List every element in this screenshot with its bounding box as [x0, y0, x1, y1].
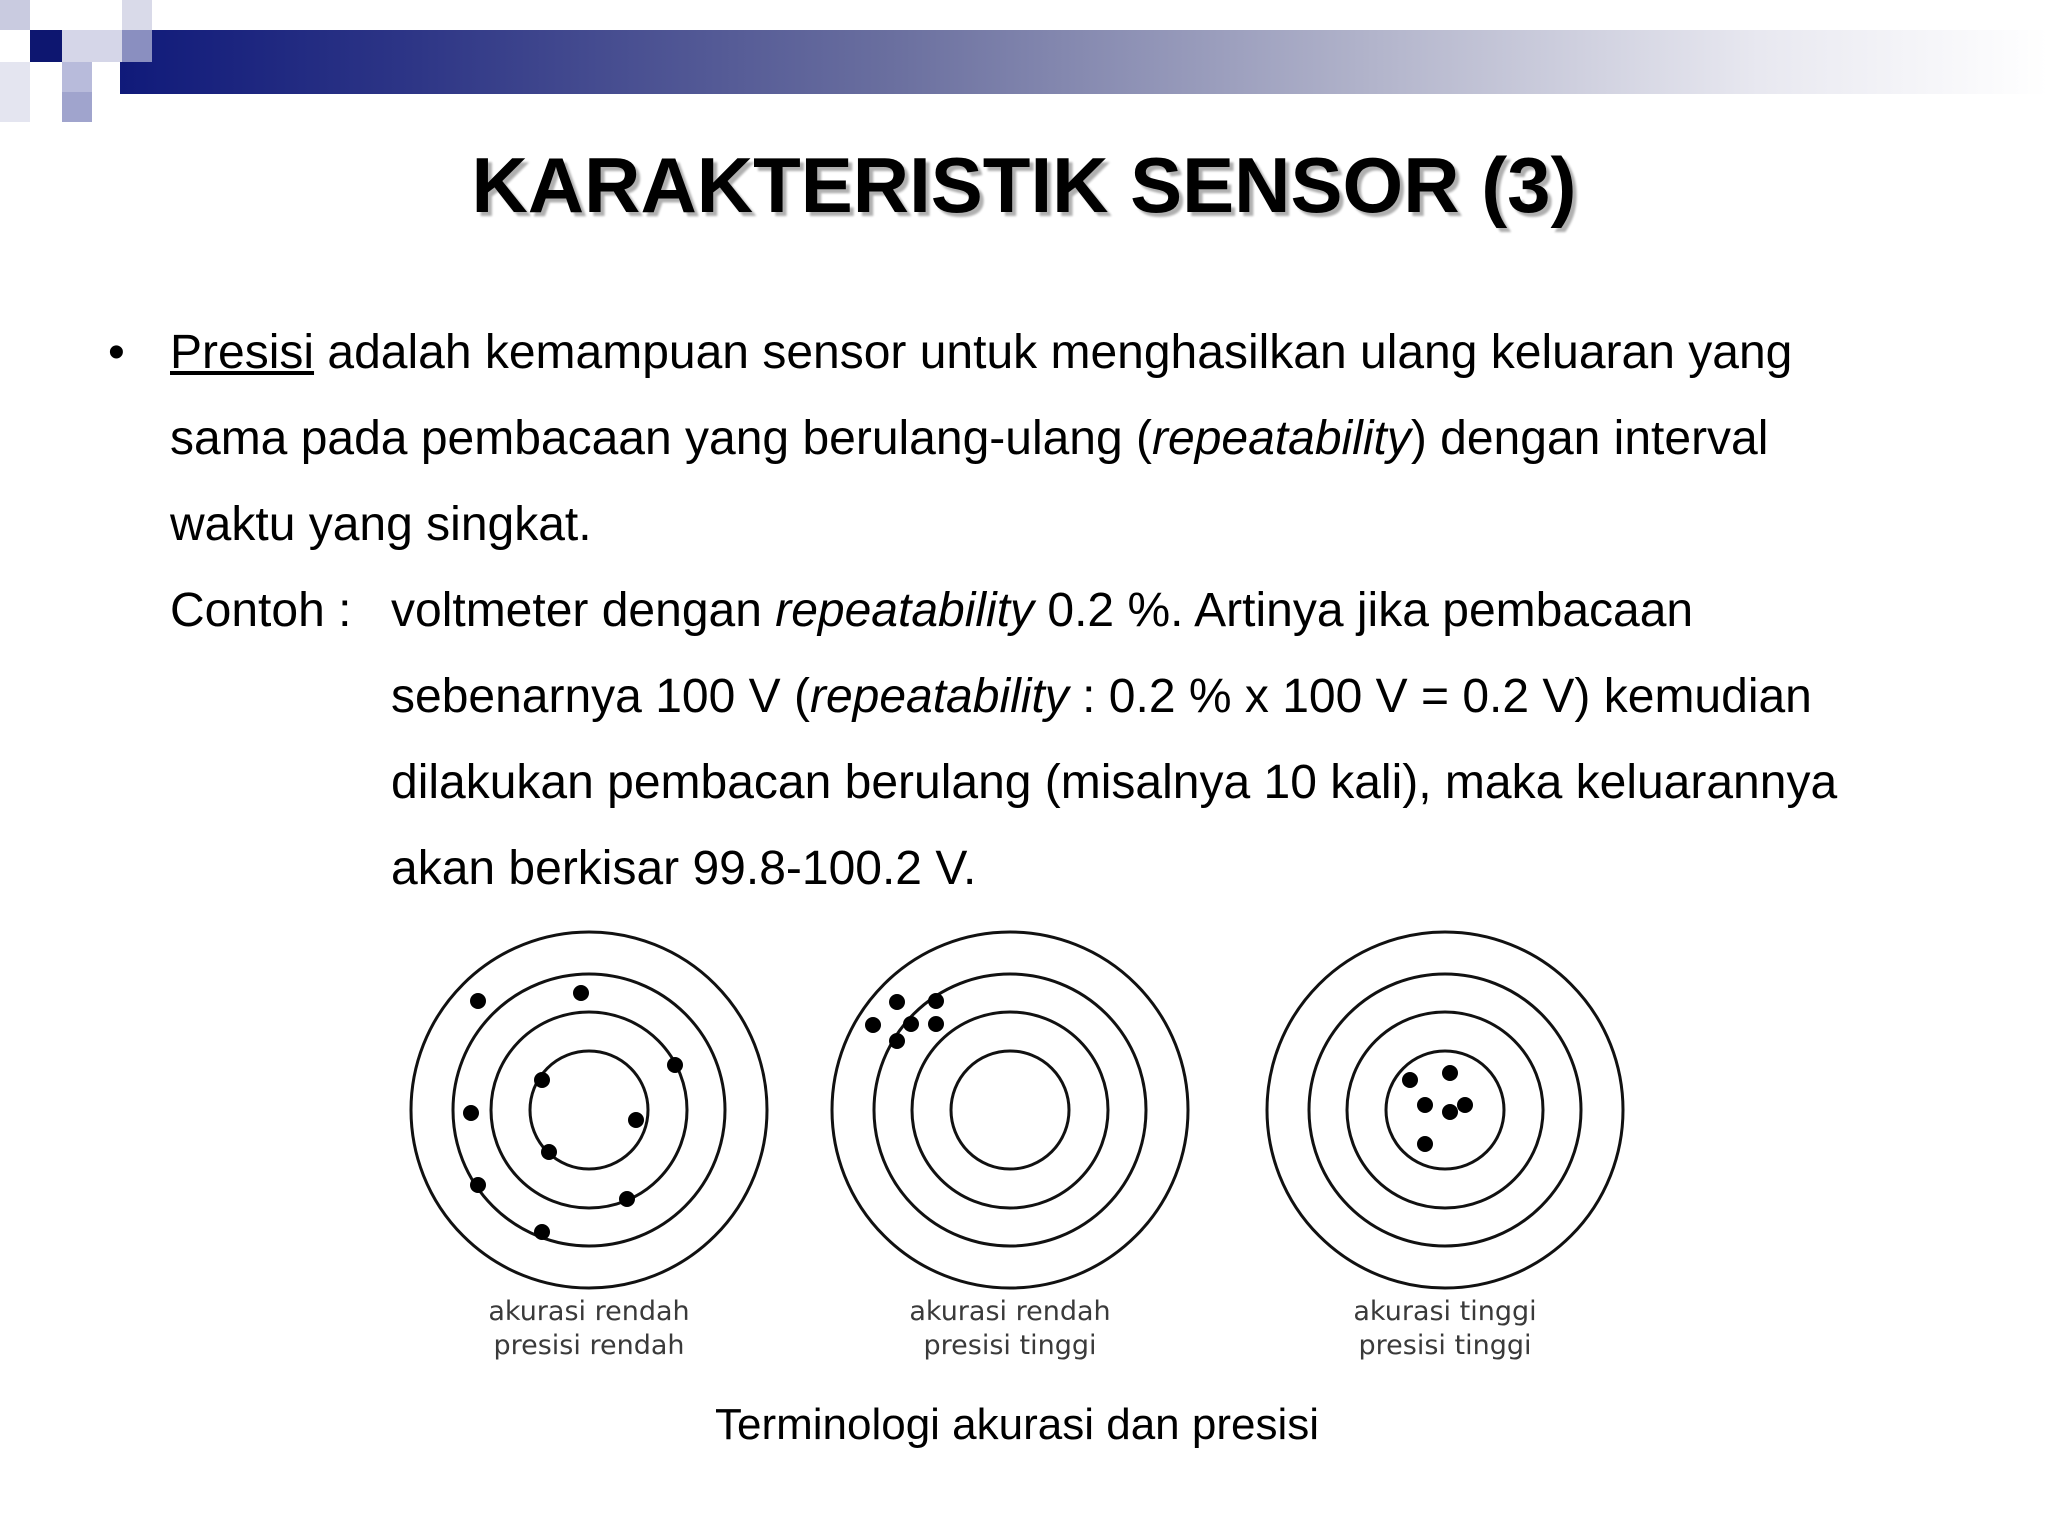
- example-line-2-italic: repeatability: [809, 670, 1069, 723]
- shot-point: [463, 1105, 479, 1121]
- accuracy-precision-figure: [400, 920, 1640, 1370]
- figure-caption: Terminologi akurasi dan presisi: [714, 1400, 1320, 1449]
- deco-square: [30, 30, 62, 62]
- paragraph-line-2-italic: repeatability: [1152, 412, 1411, 465]
- paragraph-line-1-rest: adalah kemampuan sensor untuk menghasilkan ulang keluaran yang: [314, 326, 1793, 379]
- header-gradient-bar: [120, 30, 2048, 94]
- shot-point: [1402, 1072, 1418, 1088]
- paragraph-line-2: [170, 396, 1768, 482]
- shot-point: [928, 1016, 944, 1032]
- shot-point: [889, 1033, 905, 1049]
- slide-title: KARAKTERISTIK SENSOR (3): [471, 141, 1577, 229]
- shot-points: [865, 993, 944, 1049]
- shot-point: [1442, 1065, 1458, 1081]
- target-ring: [912, 1012, 1108, 1208]
- deco-square: [122, 0, 152, 30]
- example-line-2-b: : 0.2 % x 100 V = 0.2 V) kemudian: [1068, 670, 1812, 723]
- example-line-1: [391, 568, 1837, 654]
- shot-point: [534, 1224, 550, 1240]
- shot-point: [534, 1072, 550, 1088]
- target-low-accuracy-high-precision: [832, 932, 1188, 1288]
- paragraph-line-2-b: ) dengan interval: [1410, 412, 1769, 465]
- paragraph-line-2-a: sama pada pembacaan yang berulang-ulang (: [170, 412, 1153, 465]
- shot-point: [865, 1017, 881, 1033]
- example-label: Contoh :: [170, 584, 352, 637]
- example-line-2: [391, 654, 1837, 740]
- target-2-label-line-2: presisi tinggi: [923, 1330, 1097, 1361]
- deco-square: [62, 92, 92, 122]
- target-2-label-line-1: akurasi rendah: [909, 1296, 1111, 1327]
- shot-point: [928, 993, 944, 1009]
- example-line-4: akan berkisar 99.8-100.2 V.: [391, 842, 977, 895]
- term-presisi: Presisi: [170, 326, 315, 379]
- example-body: [391, 568, 1837, 912]
- shot-point: [1442, 1104, 1458, 1120]
- example-line-1-b: 0.2 %. Artinya jika pembacaan: [1034, 584, 1694, 637]
- example-line-1-italic: repeatability: [775, 584, 1035, 637]
- shot-point: [470, 1177, 486, 1193]
- target-1-label-line-1: akurasi rendah: [488, 1296, 690, 1327]
- example-line-2-a: sebenarnya 100 V (: [391, 670, 810, 723]
- example-line-1-a: voltmeter dengan: [391, 584, 776, 637]
- shot-points: [463, 985, 683, 1240]
- shot-point: [573, 985, 589, 1001]
- target-3-label-line-2: presisi tinggi: [1358, 1330, 1532, 1361]
- example-line-3: dilakukan pembacan berulang (misalnya 10 kali), maka keluarannya: [391, 756, 1838, 809]
- target-ring: [951, 1051, 1069, 1169]
- shot-points: [1402, 1065, 1473, 1152]
- shot-point: [628, 1112, 644, 1128]
- deco-square: [0, 62, 30, 122]
- shot-point: [667, 1057, 683, 1073]
- deco-square: [62, 30, 122, 62]
- shot-point: [1457, 1097, 1473, 1113]
- deco-square: [122, 30, 152, 62]
- deco-square: [0, 0, 30, 30]
- shot-point: [903, 1016, 919, 1032]
- paragraph-line-3: waktu yang singkat.: [170, 498, 592, 551]
- shot-point: [470, 993, 486, 1009]
- target-ring: [832, 932, 1188, 1288]
- target-1-label-line-2: presisi rendah: [493, 1330, 685, 1361]
- shot-point: [1417, 1136, 1433, 1152]
- deco-square: [62, 62, 92, 92]
- target-3-label-line-1: akurasi tinggi: [1353, 1296, 1537, 1327]
- paragraph-line-1: [170, 310, 1792, 396]
- shot-point: [619, 1191, 635, 1207]
- target-ring: [453, 974, 725, 1246]
- target-ring: [491, 1012, 687, 1208]
- bullet-marker: •: [108, 326, 125, 379]
- shot-point: [889, 994, 905, 1010]
- shot-point: [1417, 1097, 1433, 1113]
- shot-point: [541, 1144, 557, 1160]
- target-ring: [874, 974, 1146, 1246]
